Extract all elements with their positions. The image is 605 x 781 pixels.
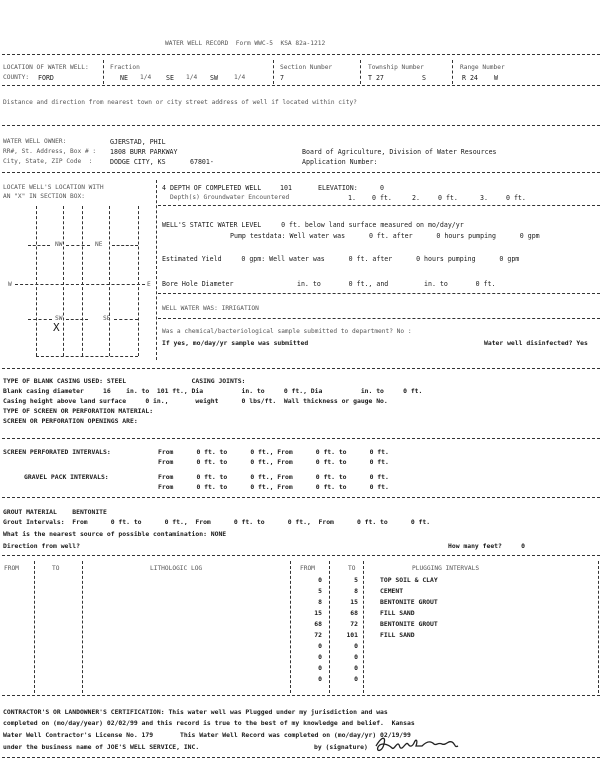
plug-from: 8 <box>318 598 322 606</box>
cert-line-1: CONTRACTOR'S OR LANDOWNER'S CERTIFICATION: This water well was Plugged under my jurisdiction and was <box>3 708 388 716</box>
water-use: WELL WATER WAS: IRRIGATION <box>162 305 259 312</box>
bore-hole: Bore Hole Diameter in. to 0 ft., and in. to 0 ft. <box>162 280 496 288</box>
ne-label: NE <box>95 241 103 248</box>
grid-line <box>28 245 50 246</box>
cert-line-3: Water Well Contractor's License No. 179 This Water Well Record was completed on (mo/day/yr) 02/19/99 <box>3 731 411 739</box>
plug-to: 0 <box>354 675 358 683</box>
plug-to: 0 <box>354 664 358 672</box>
grid-line <box>36 206 37 356</box>
plug-desc: TOP SOIL & CLAY <box>380 576 438 584</box>
how-many-feet: How many feet? 0 <box>448 542 525 550</box>
grid-line <box>82 206 83 356</box>
divider <box>2 497 600 498</box>
log-header-to: TO <box>52 565 60 572</box>
direction-from-well: Direction from well? <box>3 542 80 550</box>
depth-label: 4 DEPTH OF COMPLETED WELL <box>162 184 262 192</box>
range-label: Range Number <box>460 64 505 71</box>
plug-from: 72 <box>314 631 322 639</box>
plug-from: 0 <box>318 664 322 672</box>
grout-intervals: Grout Intervals: From 0 ft. to 0 ft., From 0 ft. to 0 ft., From 0 ft. to 0 ft. <box>3 518 431 526</box>
grid-line <box>36 356 138 357</box>
gw3-num: 3. <box>480 194 488 202</box>
plug-from: 15 <box>314 609 322 617</box>
sw-label: SW <box>55 315 63 322</box>
board-text: Board of Agriculture, Division of Water Resources <box>302 148 497 156</box>
grid-line <box>114 319 138 320</box>
township-value: T 27 <box>368 74 384 82</box>
county-value: FORD <box>38 74 54 82</box>
county-label: COUNTY: <box>3 74 30 81</box>
divider <box>2 368 600 369</box>
plug-from: 0 <box>318 576 322 584</box>
pump-testdata: Pump testdata: Well water was 0 ft. after 0 hours pumping 0 gpm <box>230 232 540 240</box>
quarter-1-unit: 1/4 <box>140 74 152 81</box>
log-header-plugging: PLUGGING INTERVALS <box>412 565 480 572</box>
disinfected: Water well disinfected? Yes <box>484 339 588 347</box>
fraction-label: Fraction <box>110 64 140 71</box>
chem-sample: Was a chemical/bacteriological sample submitted to department? No : <box>162 328 412 335</box>
column-line <box>82 561 83 693</box>
plug-from: 0 <box>318 653 322 661</box>
divider <box>2 438 600 439</box>
plug-from: 0 <box>318 642 322 650</box>
township-direction: S <box>422 74 426 82</box>
grid-line <box>66 319 88 320</box>
cert-line-4: under the business name of JOE'S WELL SERVICE, INC. <box>3 743 200 751</box>
location-label: LOCATION OF WATER WELL: <box>3 64 89 71</box>
grout-material: GROUT MATERIAL BENTONITE <box>3 508 107 516</box>
nw-label: NW <box>55 241 63 248</box>
plug-to: 101 <box>346 631 358 639</box>
plug-desc: BENTONITE GROUT <box>380 598 438 606</box>
quarter-2-unit: 1/4 <box>186 74 198 81</box>
divider <box>158 318 600 319</box>
owner-label: WATER WELL OWNER: <box>3 138 67 145</box>
divider <box>2 555 600 556</box>
log-header-to-2: TO <box>348 565 356 572</box>
plug-to: 0 <box>354 653 358 661</box>
plug-to: 5 <box>354 576 358 584</box>
estimated-yield: Estimated Yield 0 gpm: Well water was 0 ft. after 0 hours pumping 0 gpm <box>162 255 520 263</box>
gw1-num: 1. <box>348 194 356 202</box>
column-line <box>329 561 330 693</box>
locate-label-2: AN "X" IN SECTION BOX: <box>3 193 85 200</box>
locate-label: LOCATE WELL'S LOCATION WITH <box>3 184 104 191</box>
log-header-from-2: FROM <box>300 565 315 572</box>
divider <box>2 172 600 173</box>
screen-interval-row: From 0 ft. to 0 ft., From 0 ft. to 0 ft. <box>158 458 389 466</box>
divider <box>452 60 453 84</box>
e-label: E <box>147 281 151 288</box>
quarter-3: SW <box>210 74 218 82</box>
log-header-from: FROM <box>4 565 19 572</box>
gw3-value: 0 ft. <box>506 194 526 202</box>
casing-height: Casing height above land surface 0 in., weight 0 lbs/ft. Wall thickness or gauge No. <box>3 397 388 405</box>
divider <box>2 695 600 696</box>
divider <box>360 60 361 84</box>
grid-line <box>138 206 139 356</box>
w-label: W <box>8 281 12 288</box>
gw1-value: 0 ft. <box>372 194 392 202</box>
grid-line <box>109 206 110 356</box>
owner-name: GJERSTAD, PHIL <box>110 138 166 146</box>
section-value: 7 <box>280 74 284 82</box>
divider <box>156 180 157 360</box>
divider <box>158 293 600 294</box>
gravel-intervals-label: GRAVEL PACK INTERVALS: <box>24 473 109 481</box>
cert-line-2: completed on (mo/day/year) 02/02/99 and this record is true to the best of my knowledge and belief. Kansas <box>3 719 415 727</box>
divider <box>2 757 600 758</box>
grid-line <box>66 245 90 246</box>
range-direction: W <box>494 74 498 82</box>
gravel-interval-row: From 0 ft. to 0 ft., From 0 ft. to 0 ft. <box>158 473 389 481</box>
distance-label: Distance and direction from nearest town or city street address of well if located within city? <box>3 99 357 106</box>
screen-openings: SCREEN OR PERFORATION OPENINGS ARE: <box>3 417 138 425</box>
grid-line <box>15 284 145 285</box>
section-label: Section Number <box>280 64 333 71</box>
signature <box>372 732 462 760</box>
gw2-num: 2. <box>412 194 420 202</box>
static-level: WELL'S STATIC WATER LEVEL 0 ft. below land surface measured on mo/day/yr <box>162 221 464 229</box>
address-label: RR#, St. Address, Box # : <box>3 148 97 155</box>
quarter-2: SE <box>166 74 174 82</box>
township-label: Township Number <box>368 64 424 71</box>
elevation-label: ELEVATION: <box>318 184 358 192</box>
contamination-source: What is the nearest source of possible contamination: NONE <box>3 530 227 538</box>
plug-desc: BENTONITE GROUT <box>380 620 438 628</box>
quarter-1: NE <box>120 74 128 82</box>
screen-material: TYPE OF SCREEN OR PERFORATION MATERIAL: <box>3 407 154 415</box>
plug-to: 8 <box>354 587 358 595</box>
grid-line <box>63 206 64 356</box>
column-line <box>34 561 35 693</box>
column-line <box>598 561 599 693</box>
elevation-value: 0 <box>380 184 384 192</box>
signature-label: by (signature) <box>314 743 368 751</box>
plug-desc: FILL SAND <box>380 631 415 639</box>
divider <box>2 85 600 86</box>
form-title: WATER WELL RECORD Form WWC-5 KSA 82a-1212 <box>165 40 326 47</box>
divider <box>158 205 600 206</box>
plug-desc: CEMENT <box>380 587 404 595</box>
se-label: SE <box>103 315 111 322</box>
depth-value: 101 <box>280 184 292 192</box>
quarter-3-unit: 1/4 <box>234 74 246 81</box>
x-mark: X <box>53 321 60 334</box>
column-line <box>290 561 291 693</box>
owner-address: 1808 BURR PARKWAY <box>110 148 178 156</box>
grid-line <box>28 319 52 320</box>
plug-from: 68 <box>314 620 322 628</box>
plug-from: 5 <box>318 587 322 595</box>
casing-diameter: Blank casing diameter 16 in. to 101 ft., Dia in. to 0 ft., Dia in. to 0 ft. <box>3 387 423 395</box>
casing-type: TYPE OF BLANK CASING USED: STEEL CASING JOINTS: <box>3 377 246 385</box>
divider <box>273 60 274 84</box>
gw2-value: 0 ft. <box>438 194 458 202</box>
plug-to: 68 <box>350 609 358 617</box>
application-label: Application Number: <box>302 158 378 166</box>
plug-to: 0 <box>354 642 358 650</box>
screen-interval-row: From 0 ft. to 0 ft., From 0 ft. to 0 ft. <box>158 448 389 456</box>
divider <box>2 54 600 55</box>
range-value: R 24 <box>462 74 478 82</box>
screen-intervals-label: SCREEN PERFORATED INTERVALS: <box>3 448 111 456</box>
plug-desc: FILL SAND <box>380 609 415 617</box>
plug-from: 0 <box>318 675 322 683</box>
plug-to: 72 <box>350 620 358 628</box>
divider <box>2 125 600 126</box>
divider <box>103 60 104 84</box>
grid-line <box>112 245 138 246</box>
city-label: City, State, ZIP Code : <box>3 158 93 165</box>
plug-to: 15 <box>350 598 358 606</box>
owner-city: DODGE CITY, KS <box>110 158 166 166</box>
log-header-litho: LITHOLOGIC LOG <box>150 565 203 572</box>
owner-zip: 67801- <box>190 158 214 166</box>
gravel-interval-row: From 0 ft. to 0 ft., From 0 ft. to 0 ft. <box>158 483 389 491</box>
groundwater-label: Depth(s) Groundwater Encountered <box>170 194 290 201</box>
column-line <box>363 561 364 693</box>
sample-date: If yes, mo/day/yr sample was submitted <box>162 339 309 347</box>
